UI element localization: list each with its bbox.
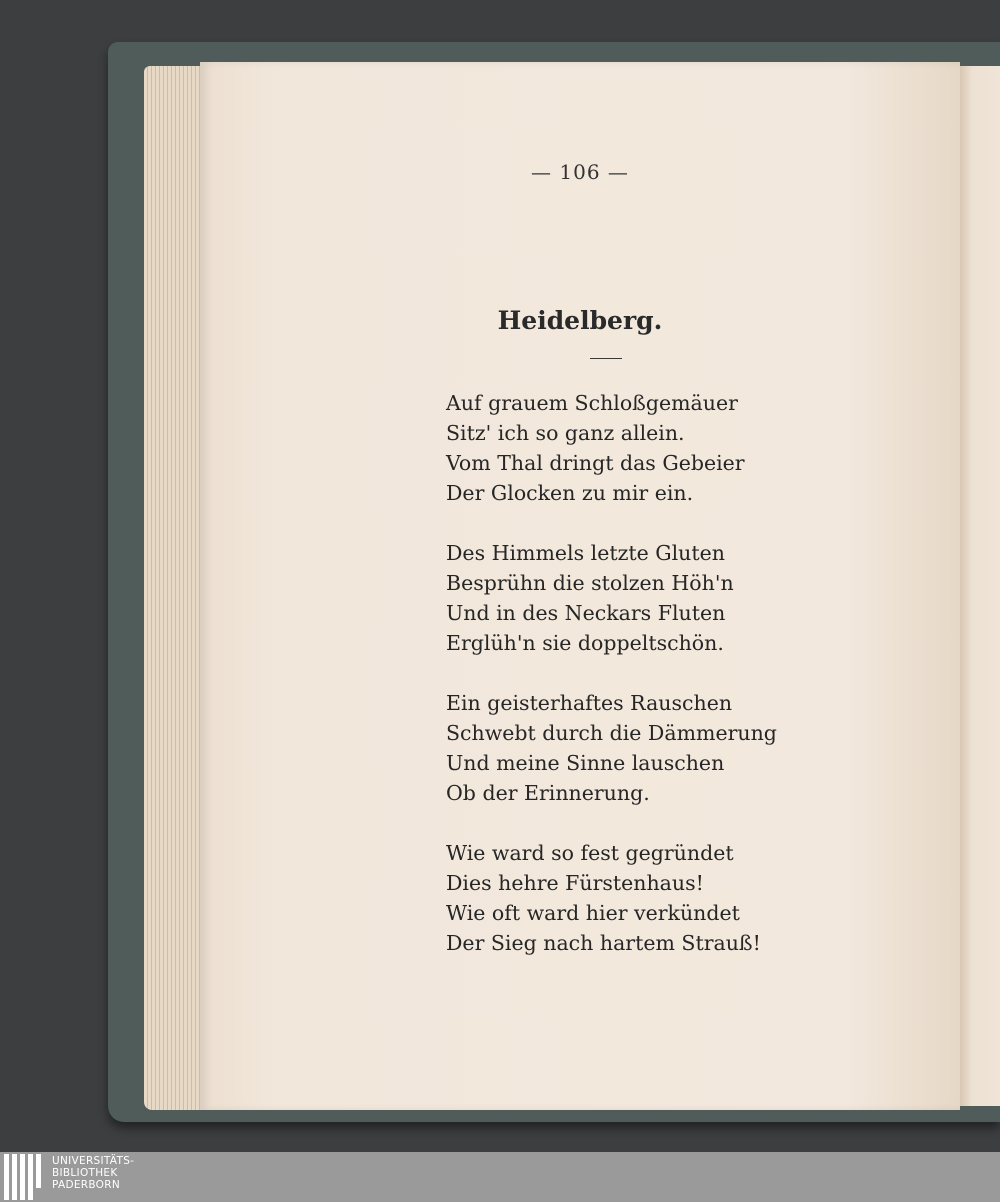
library-footer	[0, 1152, 1000, 1202]
page-edges	[144, 66, 204, 1110]
poem-line: Vom Thal dringt das Gebeier	[446, 451, 745, 475]
poem-line: Und meine Sinne lauschen	[446, 751, 725, 775]
library-name-line: PADERBORN	[52, 1179, 120, 1191]
poem-line: Auf grauem Schloßgemäuer	[446, 391, 738, 415]
poem-line: Wie ward so fest gegründet	[446, 841, 734, 865]
page-number: — 106 —	[531, 160, 629, 184]
poem-line: Dies hehre Fürstenhaus!	[446, 871, 704, 895]
title-rule	[590, 358, 622, 359]
poem-line: Besprühn die stolzen Höh'n	[446, 571, 734, 595]
poem-line: Ein geisterhaftes Rauschen	[446, 691, 733, 715]
poem-body	[446, 388, 866, 988]
stanza	[446, 688, 866, 808]
stanza	[446, 388, 866, 508]
poem-title: Heidelberg.	[497, 306, 663, 335]
library-name	[52, 1155, 134, 1191]
poem-line: Der Glocken zu mir ein.	[446, 481, 694, 505]
poem-line: Sitz' ich so ganz allein.	[446, 421, 685, 445]
poem-line: Wie oft ward hier verkündet	[446, 901, 740, 925]
library-name-line: BIBLIOTHEK	[52, 1167, 118, 1179]
poem-line: Ob der Erinnerung.	[446, 781, 650, 805]
book-page	[200, 62, 960, 1110]
stanza	[446, 538, 866, 658]
poem-line: Der Sieg nach hartem Strauß!	[446, 931, 761, 955]
poem-line: Schwebt durch die Dämmerung	[446, 721, 777, 745]
poem-line: Erglüh'n sie doppeltschön.	[446, 631, 724, 655]
library-bars-logo-icon	[4, 1154, 46, 1200]
stanza	[446, 838, 866, 958]
poem-line: Und in des Neckars Fluten	[446, 601, 726, 625]
library-name-line: UNIVERSITÄTS-	[52, 1155, 135, 1167]
next-page-edge	[960, 66, 1000, 1106]
poem-line: Des Himmels letzte Gluten	[446, 541, 725, 565]
